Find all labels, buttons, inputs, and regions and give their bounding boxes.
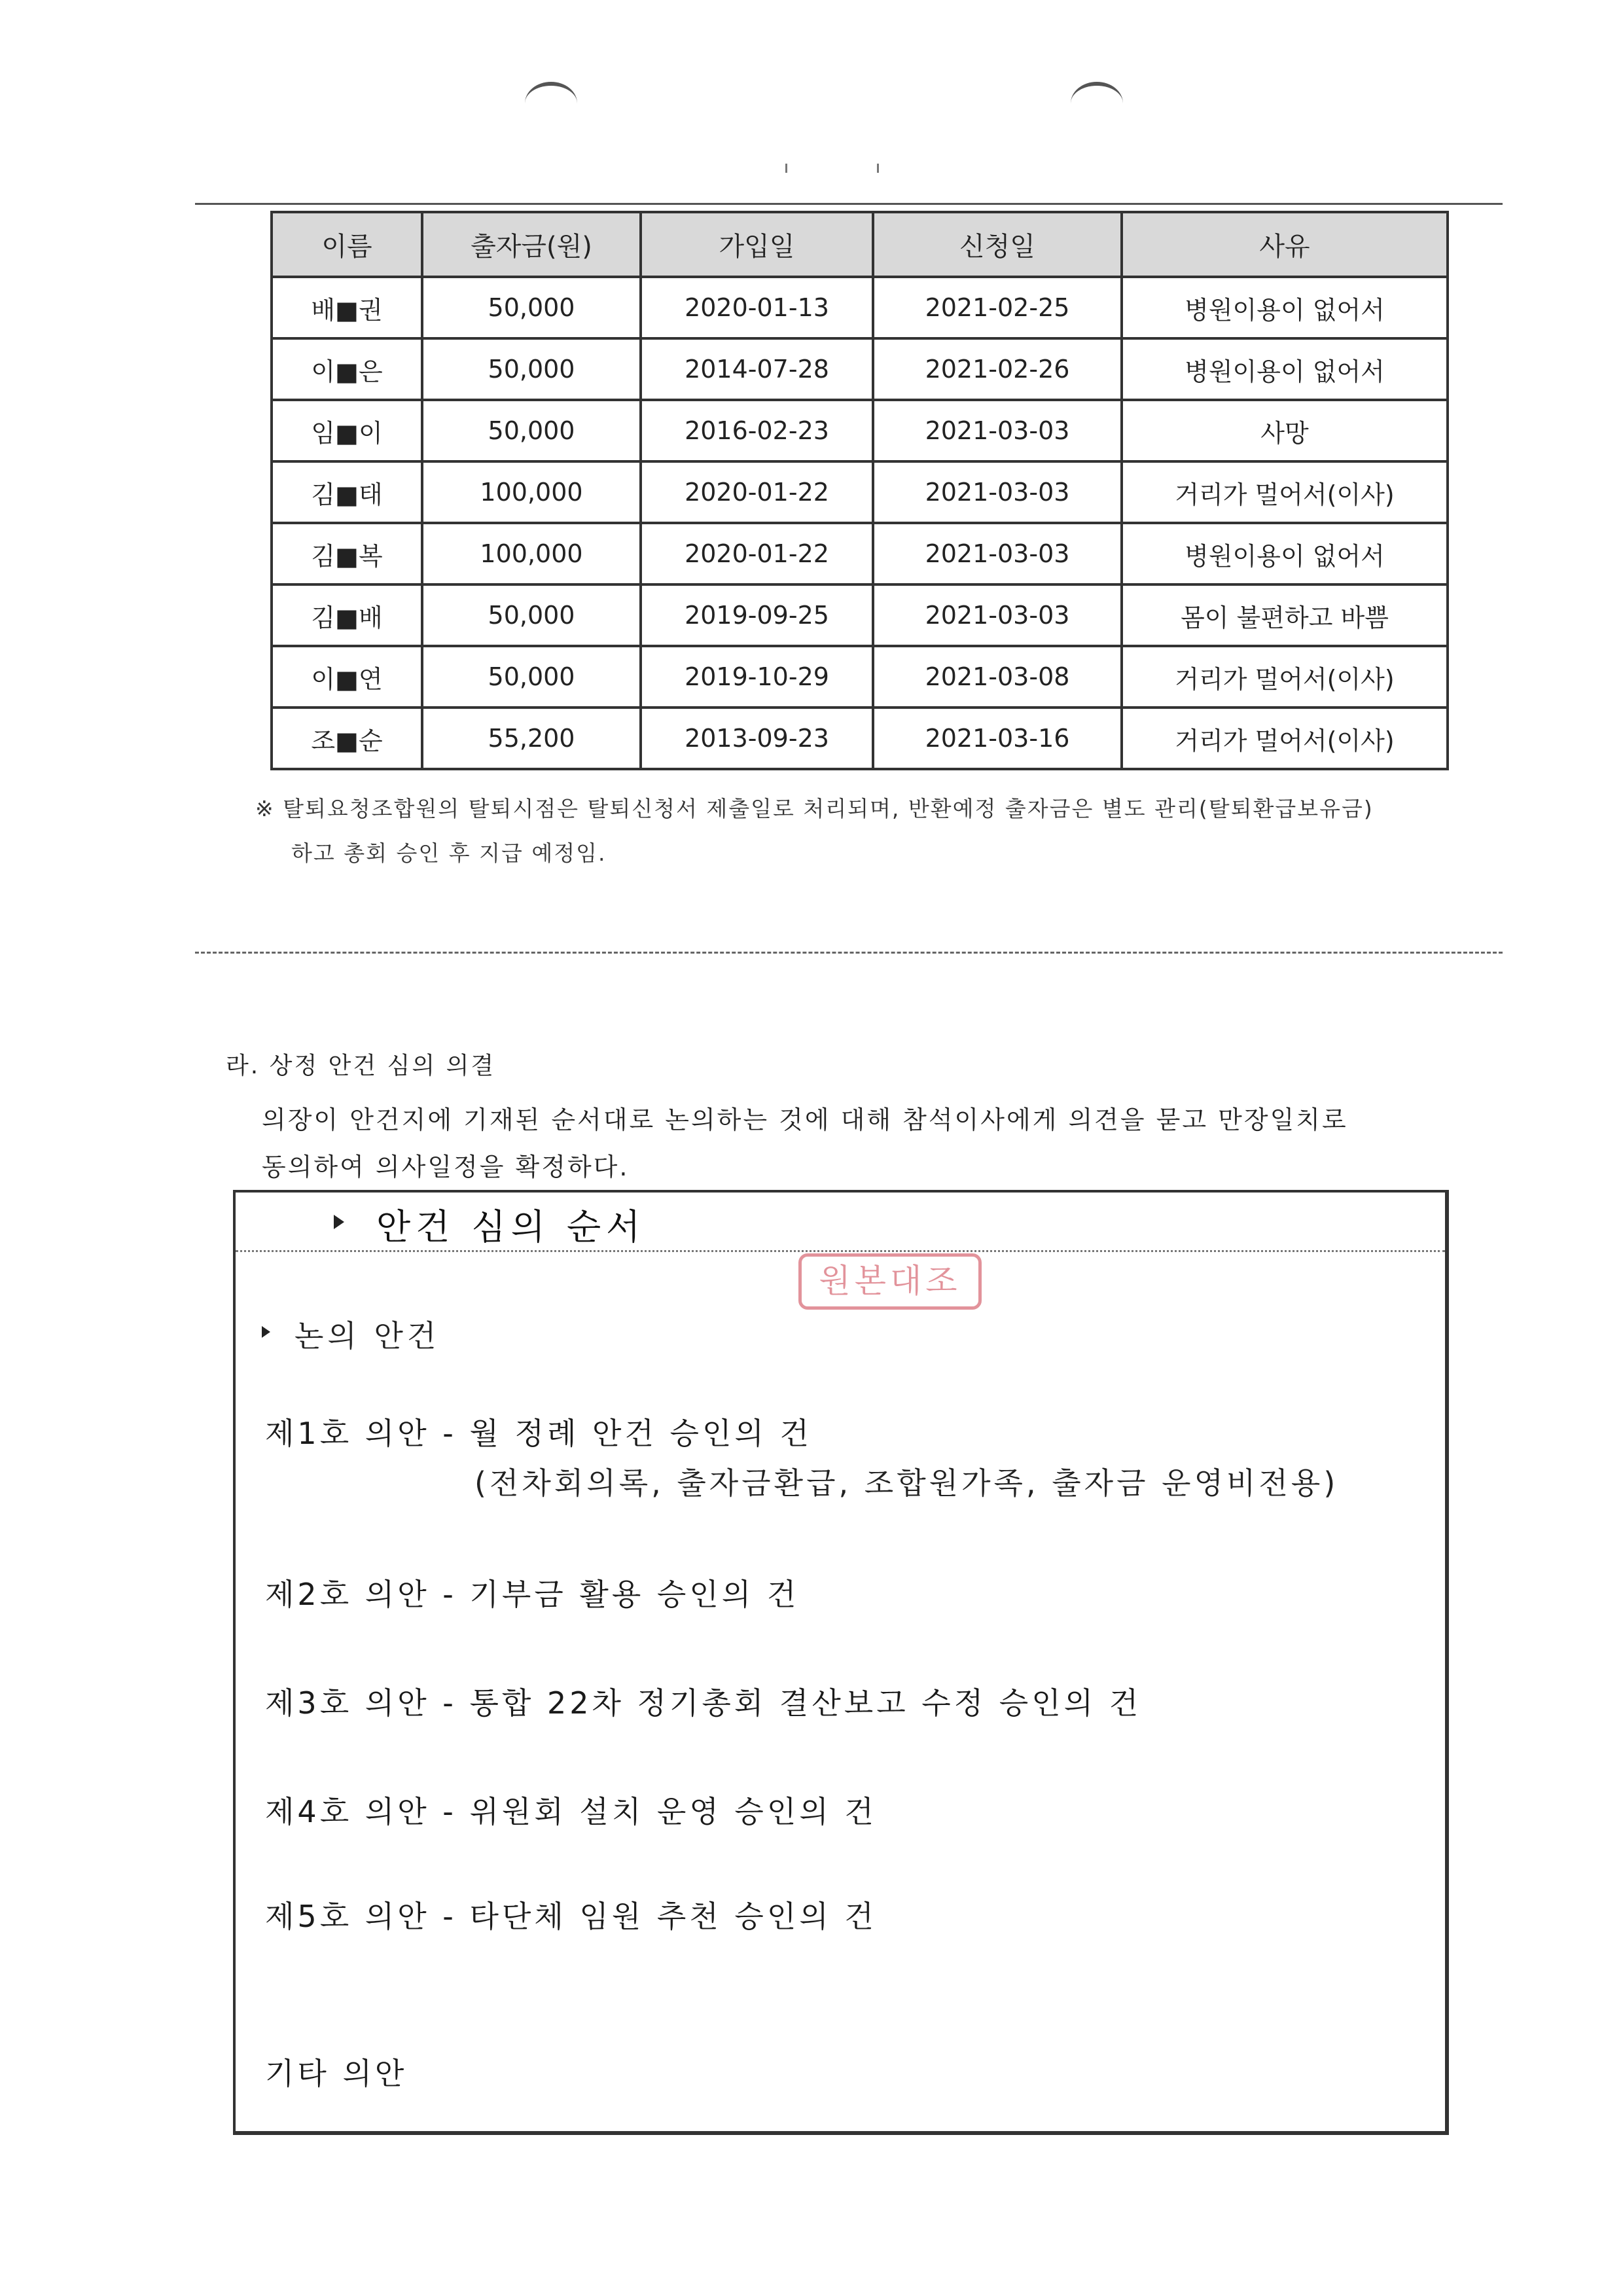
agenda-item-1: 제1호 의안 - 월 정례 안건 승인의 건 [265,1416,812,1451]
table-row [272,523,1448,584]
agenda-item-5: 제5호 의안 - 타단체 임원 추천 승인의 건 [265,1899,877,1934]
cell-request-date: 2021-03-03 [873,523,1122,584]
cell-name: 김■배 [272,584,422,646]
table-header-row [272,212,1448,277]
cell-join-date: 2013-09-23 [641,708,873,769]
cell-contribution: 55,200 [422,708,641,769]
cell-request-date: 2021-03-08 [873,646,1122,708]
table-row [272,584,1448,646]
punch-hole-left [525,82,577,125]
stamp-seal: 원본대조 [798,1253,982,1310]
cell-contribution: 50,000 [422,584,641,646]
section-body-line1: 의장이 안건지에 기재된 순서대로 논의하는 것에 대해 참석이사에게 의견을 묻고 만장일치로 [262,1105,1348,1134]
cell-reason: 병원이용이 없어서 [1122,277,1448,338]
cell-contribution: 50,000 [422,277,641,338]
cell-request-date: 2021-02-25 [873,277,1122,338]
cell-join-date: 2020-01-22 [641,461,873,523]
table-row [272,708,1448,769]
agenda-title: 안건 심의 순서 [376,1206,646,1247]
cell-request-date: 2021-03-03 [873,584,1122,646]
table-row [272,400,1448,461]
cell-contribution: 50,000 [422,400,641,461]
cell-name: 조■순 [272,708,422,769]
agenda-sub-heading: 논의 안건 [294,1318,440,1354]
cell-reason: 사망 [1122,400,1448,461]
cell-reason: 거리가 멀어서(이사) [1122,461,1448,523]
cell-reason: 거리가 멀어서(이사) [1122,708,1448,769]
cell-join-date: 2019-10-29 [641,646,873,708]
cell-join-date: 2020-01-22 [641,523,873,584]
section-heading: 라. 상정 안건 심의 의결 [226,1052,496,1079]
cell-request-date: 2021-03-16 [873,708,1122,769]
cell-name: 임■이 [272,400,422,461]
cell-contribution: 50,000 [422,646,641,708]
col-header-contribution: 출자금(원) [422,212,641,277]
col-header-join-date: 가입일 [641,212,873,277]
triangle-bullet-icon [334,1215,344,1229]
table-row [272,461,1448,523]
table-row [272,277,1448,338]
triangle-bullet-icon [262,1326,270,1338]
table-note-line2: 하고 총회 승인 후 지급 예정임. [291,840,607,866]
agenda-item-3: 제3호 의안 - 통합 22차 정기총회 결산보고 수정 승인의 건 [265,1685,1142,1721]
agenda-item-2: 제2호 의안 - 기부금 활용 승인의 건 [265,1577,800,1612]
cell-request-date: 2021-03-03 [873,400,1122,461]
scan-mark [785,164,787,173]
cell-reason: 병원이용이 없어서 [1122,338,1448,400]
col-header-name: 이름 [272,212,422,277]
cell-contribution: 100,000 [422,461,641,523]
cell-contribution: 100,000 [422,523,641,584]
cell-reason: 병원이용이 없어서 [1122,523,1448,584]
cell-join-date: 2014-07-28 [641,338,873,400]
cell-name: 배■권 [272,277,422,338]
cell-contribution: 50,000 [422,338,641,400]
cell-reason: 거리가 멀어서(이사) [1122,646,1448,708]
agenda-box [233,1190,1449,2135]
section-divider [195,952,1503,954]
agenda-other: 기타 의안 [265,2056,408,2091]
col-header-request-date: 신청일 [873,212,1122,277]
top-divider [195,203,1503,205]
cell-name: 김■복 [272,523,422,584]
table-row [272,338,1448,400]
cell-name: 김■태 [272,461,422,523]
scan-mark [877,164,879,173]
table-note-line1: ※ 탈퇴요청조합원의 탈퇴시점은 탈퇴신청서 제출일로 처리되며, 반환예정 출자금은 별도 관리(탈퇴환급보유금) [255,796,1374,821]
agenda-item-1-detail: (전차회의록, 출자금환급, 조합원가족, 출자금 운영비전용) [474,1465,1339,1501]
cell-request-date: 2021-02-26 [873,338,1122,400]
cell-request-date: 2021-03-03 [873,461,1122,523]
agenda-title-row [236,1193,1445,1252]
cell-reason: 몸이 불편하고 바쁨 [1122,584,1448,646]
section-body-line2: 동의하여 의사일정을 확정하다. [262,1153,630,1181]
cell-join-date: 2019-09-25 [641,584,873,646]
cell-name: 이■연 [272,646,422,708]
withdrawal-table [270,211,1449,770]
table-row [272,646,1448,708]
punch-hole-right [1071,82,1123,125]
cell-join-date: 2016-02-23 [641,400,873,461]
cell-join-date: 2020-01-13 [641,277,873,338]
col-header-reason: 사유 [1122,212,1448,277]
agenda-item-4: 제4호 의안 - 위원회 설치 운영 승인의 건 [265,1794,877,1829]
cell-name: 이■은 [272,338,422,400]
